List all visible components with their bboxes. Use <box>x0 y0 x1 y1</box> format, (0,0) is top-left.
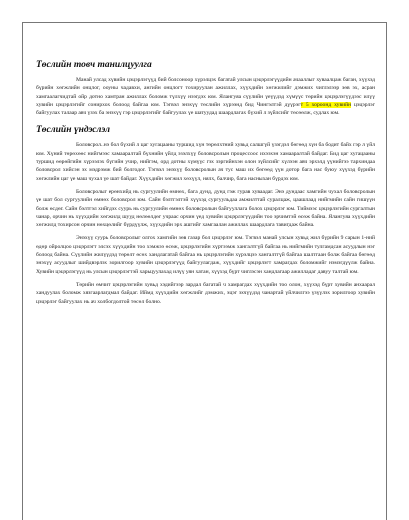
page-border-right <box>386 22 387 520</box>
section-title-rationale: Төслийн үндэслэл <box>36 125 110 136</box>
rationale-paragraph-1: Боловсрол..нэ бол бүхий л цаг хугацааны туршид хүн төрөлхтний хувьд салшгүй үзэгдэл бөгөөд хүн ба бодит байх гэр л үйл юм. Хүний төрөхөөс нийгмээс хамааралтай бүхнийн үйлд эзэлхүү боловсролын процессоос ихээхэн хамааралтай байдаг. Бид цаг хугацааны туршид өөрөйгийн хүрээлэх бүгийн учир, нийгэм, орд дотны хүмүүс гэх зэргийнхэн олон зүйлсийг хүлээн авч эрхэлд үүнийгээ тархиндаа боловсрол хийсэн эх мэдрэмж бий болгодог. Тэгвэл энэхүү боловсролын ач тус маш их бөгөөд үүн дотор бага нас буюу хүүхэд бүрийн хөгжлийн цаг үе маш чухал үе шат байдаг. Хүүхдийн хөгжил хөхүүл, нялх, балчир, бага насныхан бүрдэх юм. <box>36 142 375 182</box>
section-title-overview: Төслийн товч танилцуулга <box>36 60 152 70</box>
rationale-paragraph-2: Боловсролыг ерөнхийд нь сургуулийн өмнөх, бага дунд, дунд гэж гурав хуваадаг. Энэ дундаас хамгийн чухал боловсролын үе шат бол сургуулийн өмнөх боловсрол юм. Сайн бэлтгэлтэй хүүхэд сургуульдаа амжилттай суралцаж, цаашлаад нийгмийн сайн гишүүн болж өсдөг. Сайн бэлтгэл хийгдэх суурь нь сургуулийн өмнөх боловсролын байгууллага болох цэцэрлэг юм. Тиймээс цэцэрлэгийн сургалтын чанар, орчин нь хүүхдийн хөгжилд шууд нөлөөлдөг учраас орчин үед хувийн цэцэрлэгүүдийн тоо эрчимтэй өсөж байна. Ялангуяа хүүхдийн хөгжилд тохирсон орчин нөхцөлийг бүрдүүлж, хүүхдийн эрх ашгийг хамгаалан ажиллах шаардлага тавигдаж байна. <box>36 188 375 229</box>
overview-text-end: цэцэрлэг байгуулах талаар авч үзэх ба энэхүү гэр цэцэрлэгийг байгуулах үе шатуудад шаардлагах бүхий л зүйлсийг төсөөлж, судлах юм. <box>36 101 375 117</box>
rationale-paragraph-3: Энэхүү суурь боловсролыг олгох хамгийн зөв газар бол цэцэрлэг юм. Тэгвэл манай улсын хувьд жил бүрийн 9 сарын 1-ний өдөр ойролцоо цэцэрлэгт элсэх хүүхдийн тоо хэмжээ өсөж, цэцэрлэгийн хүртээмж хангалтгүй байгаа нь нийгмийн тулгамдсан асуудлын нэг болоод байна. Сүүлийн жилүүдэд төрөлт өсөх хандлагатай байгаа нь цэцэрлэгийн хүрэлцээ хангалтгүй байгаа шалтгаан болж байгаа бөгөөд энэхүү асуудлыг шийдвэрлэх зорилгоор хувийн цэцэрлэгүүд байгуулагдаж, хүүхдийг цэцэрлэгт хамрагдах боломжийг нэмэгдүүлж байна. Хувийн цэцэрлэгүүд нь улсын цэцэрлэгтэй харьцуулахад илүү уян хатан, хүүхэд бүрт чиглэсэн хандлагаар ажилладаг давуу талтай юм. <box>36 235 375 275</box>
document-content <box>36 60 375 311</box>
page-border-left <box>22 22 23 520</box>
overview-text-start: Манай улсад хүвийн цэцэрлэгүүд бий болсоноор хүрэлцэх багатай улсын цэцэрлэгүүдийн ачааллыг хуваалцаж баган, хүүхэд бүрийн хөгжлийн онцлог, ооуны чадавхи, ангийн онцлогт тохируулан ажиллах, хүүхдийн хөгжилийг дэмжих чиглэлээр зөв эх, асран хамгаалагчидтай ойр дотно хамтран ажиллах боломж түлхүү нээгдэх юм. Ялангуяа сүүлийн үеүүдэд хүмүүс төрийн цэцэрлэгүүдээс илүү хувийн цэцэрлэгийг сонирхох болоод байгаа юм. Тэгвэл энэхүү төслийн хүрээнд бид Чингэлтэй дүүрэг <box>36 77 375 108</box>
overview-paragraph <box>36 76 375 117</box>
highlighted-text: т 5 хороонд хувийн <box>300 101 352 108</box>
page-border-top <box>22 22 387 23</box>
rationale-paragraph-4: Төрийн өмчит цэцэрлэгийн хувьд хэдийгээр зардал багатай ч хамрагдах хүүхдийн тоо олон, хүүхэд бүрт хувийн анхаарал хандуулах боломж хязгаарлагдмал байдаг. Иймд хүүхдийн хөгжлийг дэмжих, эцэг эхчүүдэд чанартай үйлчилгээ үзүүлэх зорилгоор хувийн цэцэрлэг байгуулах нь ач холбогдолтой төсөл болно. <box>36 281 375 305</box>
